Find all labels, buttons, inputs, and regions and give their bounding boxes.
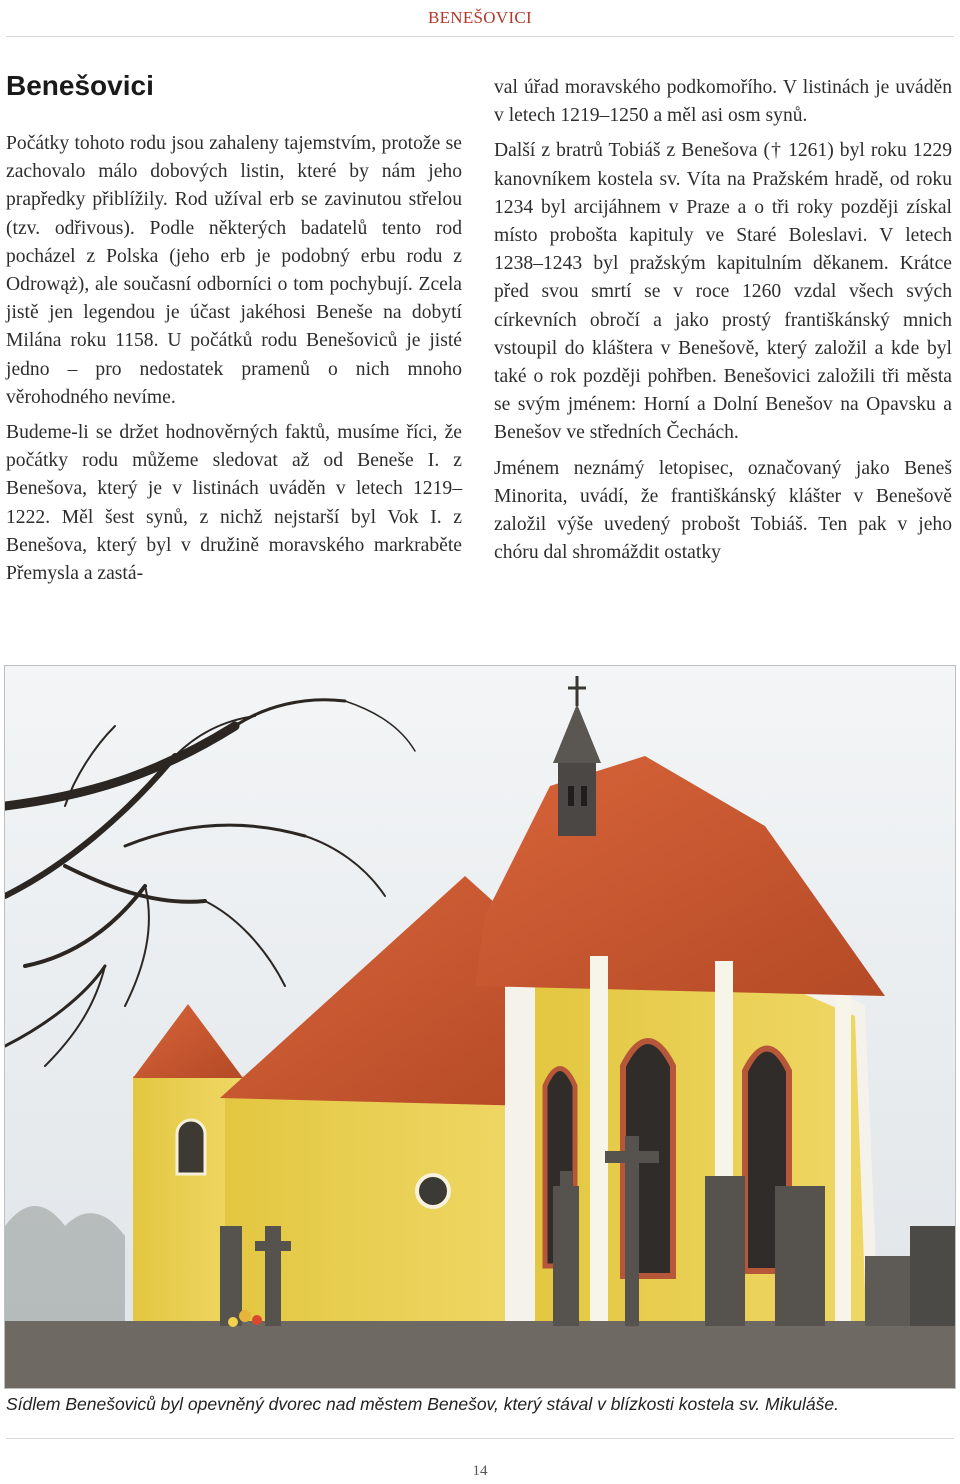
header-rule <box>6 36 954 37</box>
photo-caption: Sídlem Benešoviců byl opevněný dvorec nad městem Benešov, který stával v blízkosti kostela sv. Mikuláše. <box>6 1394 839 1414</box>
page-number: 14 <box>472 1463 488 1479</box>
paragraph: val úřad moravského podkomořího. V listinách je uváděn v letech 1219–1250 a měl asi osm synů. <box>494 77 952 127</box>
paragraph: Další z bratrů Tobiáš z Benešova († 1261) byl roku 1229 kanovníkem kostela sv. Víta na Pražském hradě, od roku 1234 byl arcijáhnem v Praze a o tři roky později získal místo probošta kapituly ve Staré Boleslavi. V letech 1238–1243 byl pražským kapitulním děkanem. Krátce před svou smrtí se v roce 1260 vzdal všech svých církevních obročí a jako prostý františkánský mnich vstoupil do kláštera v Benešově, který založil a kde byl také o rok později pohřben. Benešovici založili tři města se svým jménem: Horní a Dolní Benešov na Opavsku a Benešov ve středních Čechách. <box>494 140 952 444</box>
running-header: BENEŠOVICI <box>427 8 533 27</box>
right-column <box>494 74 952 574</box>
left-column <box>6 130 462 595</box>
footer-rule <box>6 1438 954 1439</box>
section-title: Benešovici <box>6 70 154 101</box>
church-photo <box>4 665 956 1389</box>
paragraph: Počátky tohoto rodu jsou zahaleny tajemstvím, protože se zachovalo málo dobových listin, které by nám jeho prapředky přiblížily. Rod užíval erb se zavinutou střelou (tzv. odřivous). Podle některých badatelů tento rod pocházel z Polska (jeho erb je podobný erbu rodu z Odrowąż), ale současní odborníci o tom pochybují. Zcela jistě jen legendou je účast jakéhosi Beneše na dobytí Milána roku 1158. U počátků rodu Benešoviců je jisté jedno – pro nedostatek pramenů o nich mnoho věrohodného nevíme. <box>6 133 462 408</box>
paragraph: Jménem neznámý letopisec, označovaný jako Beneš Minorita, uvádí, že františkánský klášter v Benešově založil výše uvedený probošt Tobiáš. Ten pak v jeho chóru dal shromáždit ostatky <box>494 457 952 564</box>
paragraph: Budeme-li se držet hodnověrných faktů, musíme říci, že počátky rodu můžeme sledovat až od Beneše I. z Benešova, který je v listinách uváděn v letech 1219–1222. Měl šest synů, z nichž nejstarší byl Vok I. z Benešova, který byl v družině moravského markraběte Přemysla a zastá- <box>6 422 462 585</box>
